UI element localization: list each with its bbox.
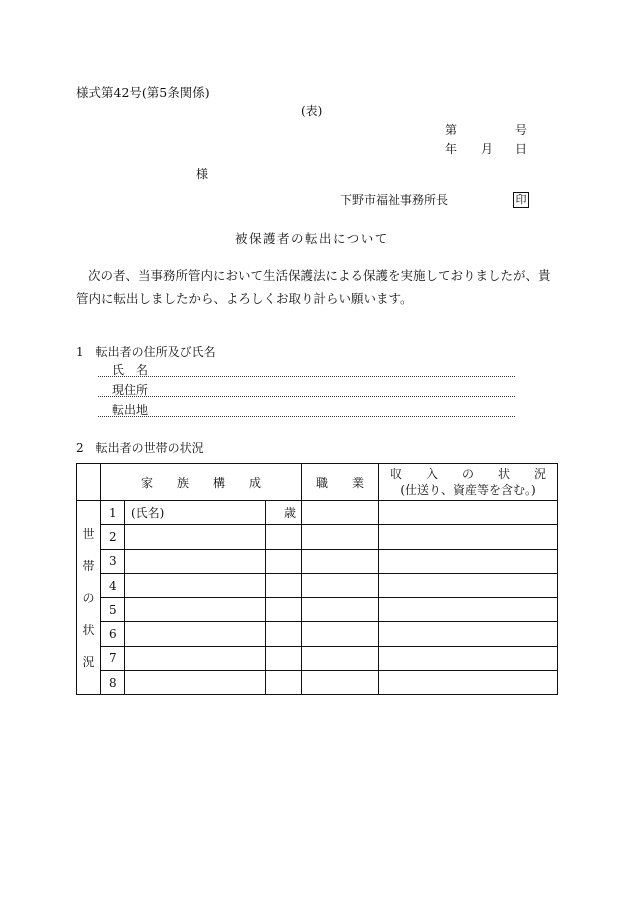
form-id: 様式第42号(第5条関係) (76, 85, 210, 100)
row-number: 4 (101, 573, 125, 597)
occupation-cell[interactable] (302, 671, 379, 695)
date-year: 年 (445, 142, 458, 156)
income-cell[interactable] (379, 501, 558, 525)
member-age-cell[interactable]: 歳 (266, 501, 302, 525)
header-family: 家 族 構 成 (101, 464, 302, 501)
table-row (77, 622, 558, 646)
row-number: 6 (101, 622, 125, 646)
member-age-cell[interactable] (266, 646, 302, 670)
date-day: 日 (515, 142, 528, 156)
field-label-name: 氏 名 (112, 363, 149, 377)
row-number: 3 (101, 549, 125, 573)
seal-text: 印 (513, 192, 529, 208)
date-month: 月 (481, 142, 494, 156)
income-cell[interactable] (379, 622, 558, 646)
table-row (77, 573, 558, 597)
occupation-cell[interactable] (302, 598, 379, 622)
row-number: 8 (101, 671, 125, 695)
household-side-label (77, 501, 101, 695)
seal-mark (513, 192, 529, 208)
member-name-cell[interactable] (125, 646, 266, 670)
occupation-cell[interactable] (302, 573, 379, 597)
member-name-cell[interactable]: (氏名) (125, 501, 266, 525)
table-row (77, 549, 558, 573)
row-number: 7 (101, 646, 125, 670)
member-name-cell[interactable] (125, 525, 266, 549)
income-cell[interactable] (379, 573, 558, 597)
member-age-cell[interactable] (266, 525, 302, 549)
field-line-destination (98, 416, 515, 417)
body-paragraph: 次の者、当事務所管内において生活保護法による保護を実施しておりましたが、貴管内に転出しましたから、よろしくお取り計らい願います。 (76, 268, 551, 306)
member-name-cell[interactable] (125, 573, 266, 597)
row-number: 5 (101, 598, 125, 622)
header-income-line2: (仕送り、資産等を含む。) (400, 483, 536, 497)
member-age-cell[interactable] (266, 573, 302, 597)
header-occupation: 職 業 (302, 464, 379, 501)
occupation-cell[interactable] (302, 622, 379, 646)
occupation-cell[interactable] (302, 501, 379, 525)
field-label-destination: 転出地 (112, 403, 149, 417)
occupation-cell[interactable] (302, 646, 379, 670)
member-name-cell[interactable] (125, 671, 266, 695)
side-char: 世 (82, 526, 95, 541)
side-char: 状 (82, 622, 95, 637)
field-line-name (98, 376, 515, 377)
addressee-suffix: 様 (196, 167, 209, 181)
member-name-cell[interactable] (125, 549, 266, 573)
field-label-address: 現住所 (112, 383, 149, 397)
header-income-line1: 収 入 の 状 況 (390, 467, 547, 481)
sender-name: 下野市福祉事務所長 (340, 193, 449, 207)
section2-heading: 2 転出者の世帯の状況 (76, 441, 204, 455)
member-age-cell[interactable] (266, 671, 302, 695)
household-table (76, 463, 558, 695)
header-income (379, 464, 558, 501)
section1-heading: 1 転出者の住所及び氏名 (76, 345, 216, 359)
table-row (77, 598, 558, 622)
table-row (77, 646, 558, 670)
row-number: 1 (101, 501, 125, 525)
income-cell[interactable] (379, 671, 558, 695)
side-char: 況 (82, 654, 95, 669)
income-cell[interactable] (379, 646, 558, 670)
member-name-cell[interactable] (125, 598, 266, 622)
side-label: (表) (301, 104, 323, 118)
income-cell[interactable] (379, 598, 558, 622)
income-cell[interactable] (379, 549, 558, 573)
member-name-cell[interactable] (125, 622, 266, 646)
field-line-address (98, 396, 515, 397)
table-row (77, 525, 558, 549)
header-corner (77, 464, 101, 501)
member-age-cell[interactable] (266, 598, 302, 622)
doc-number-dai: 第 (445, 123, 458, 137)
table-row (77, 671, 558, 695)
member-age-cell[interactable] (266, 549, 302, 573)
table-row (77, 501, 558, 525)
doc-number-go: 号 (515, 123, 528, 137)
document-title: 被保護者の転出について (235, 231, 389, 246)
occupation-cell[interactable] (302, 549, 379, 573)
table-header-row (77, 464, 558, 501)
member-age-cell[interactable] (266, 622, 302, 646)
row-number: 2 (101, 525, 125, 549)
income-cell[interactable] (379, 525, 558, 549)
side-char: の (82, 590, 95, 605)
occupation-cell[interactable] (302, 525, 379, 549)
side-char: 帯 (82, 558, 95, 573)
